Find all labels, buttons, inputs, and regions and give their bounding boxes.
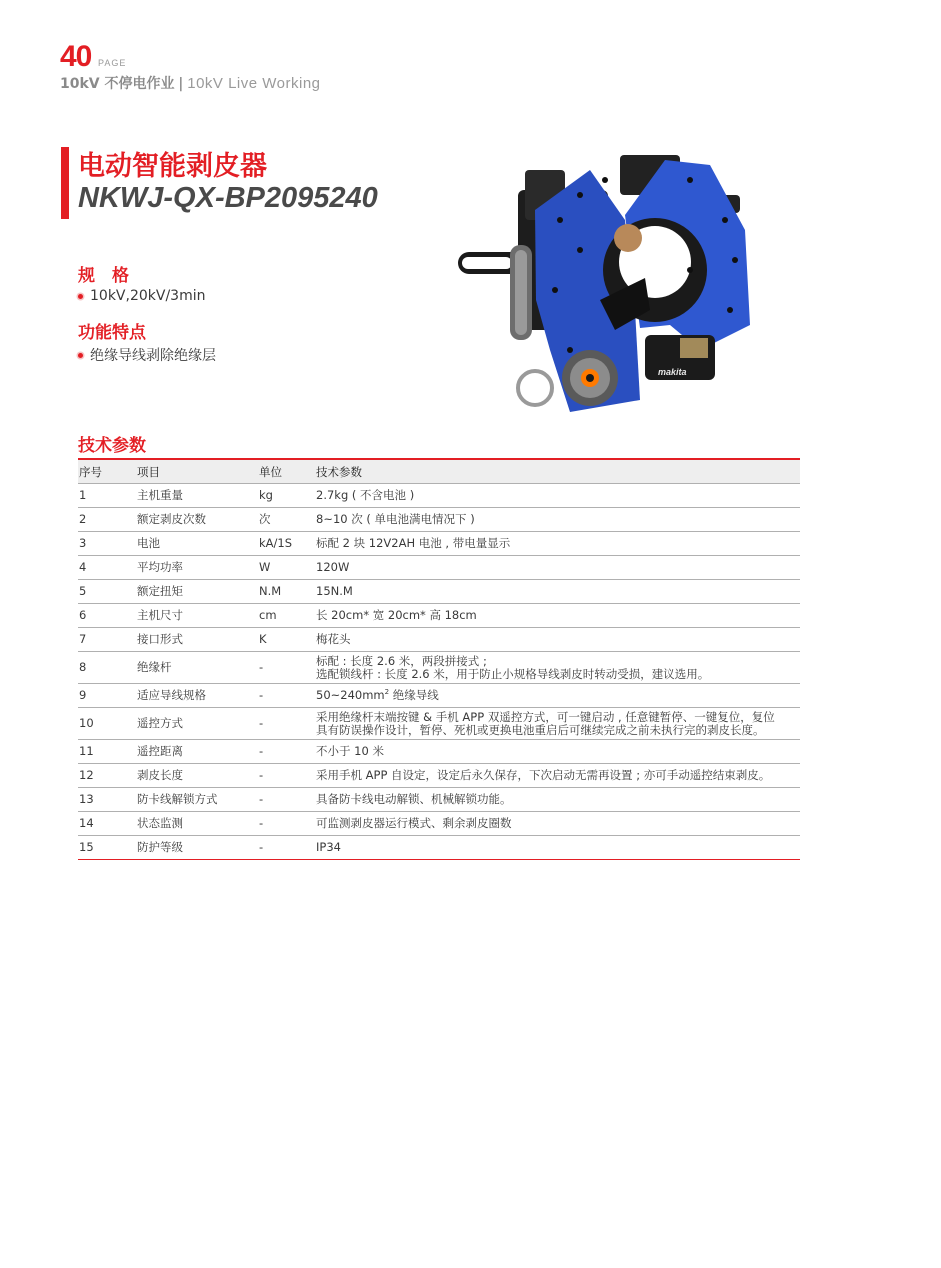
row-unit: - (258, 836, 315, 860)
row-no: 15 (78, 836, 136, 860)
row-unit: - (258, 764, 315, 788)
row-no: 3 (78, 532, 136, 556)
row-unit: kg (258, 484, 315, 508)
row-no: 4 (78, 556, 136, 580)
battery-pack (645, 335, 715, 380)
row-param: 可监测剥皮器运行模式、剩余剥皮圈数 (315, 812, 800, 836)
row-item: 平均功率 (136, 556, 258, 580)
row-item: 遥控距离 (136, 740, 258, 764)
row-unit: - (258, 652, 315, 684)
feature-item (78, 345, 216, 365)
spec-value: 10kV,20kV/3min (90, 288, 206, 304)
spec-heading: 规 格 (78, 266, 129, 286)
row-unit: N.M (258, 580, 315, 604)
tech-params-table (78, 458, 800, 860)
row-item: 额定扭矩 (136, 580, 258, 604)
table-row (78, 708, 800, 740)
row-param-line: 采用绝缘杆末端按键 & 手机 APP 双遥控方式，可一键启动 , 任意键暂停、一键复位，复位 (316, 709, 775, 724)
drive-gear (562, 350, 618, 406)
row-param: 长 20cm* 宽 20cm* 高 18cm (315, 604, 800, 628)
row-item: 防卡线解锁方式 (136, 788, 258, 812)
table-row (78, 836, 800, 860)
row-unit: - (258, 788, 315, 812)
row-item: 遥控方式 (136, 708, 258, 740)
bullet-icon (78, 353, 83, 358)
row-no: 10 (78, 708, 136, 740)
row-param-line: 具有防误操作设计，暂停、死机或更换电池重启后可继续完成之前未执行完的剥皮长度。 (316, 722, 765, 737)
bullet-icon (78, 294, 83, 299)
product-title: 电动智能剥皮器 (78, 151, 267, 182)
row-param-value: 50~240mm (316, 688, 385, 702)
tech-params-heading: 技术参数 (78, 436, 146, 456)
row-no: 13 (78, 788, 136, 812)
row-unit: cm (258, 604, 315, 628)
row-param: 不小于 10 米 (315, 740, 800, 764)
row-param: 梅花头 (315, 628, 800, 652)
row-item: 接口形式 (136, 628, 258, 652)
row-param: 采用手机 APP 自设定，设定后永久保存，下次启动无需再设置 ; 亦可手动遥控结束剥皮。 (315, 764, 800, 788)
row-unit: 次 (258, 508, 315, 532)
row-item: 状态监测 (136, 812, 258, 836)
table-row (78, 532, 800, 556)
table-row (78, 812, 800, 836)
table-row (78, 508, 800, 532)
row-param-line: 选配锁线杆 : 长度 2.6 米，用于防止小规格导线剥皮时转动受损，建议选用。 (316, 666, 710, 681)
column-header-unit: 单位 (259, 464, 282, 479)
table-row (78, 652, 800, 684)
row-no: 6 (78, 604, 136, 628)
section-separator: | (178, 76, 184, 92)
title-accent-bar (61, 147, 69, 219)
row-no: 2 (78, 508, 136, 532)
row-param: 120W (315, 556, 800, 580)
row-item: 主机尺寸 (136, 604, 258, 628)
table-row (78, 580, 800, 604)
row-item: 剥皮长度 (136, 764, 258, 788)
row-param: 15N.M (315, 580, 800, 604)
section-title-en: 10kV Live Working (187, 75, 321, 92)
drive-chain (510, 245, 532, 340)
table-row (78, 788, 800, 812)
row-no: 11 (78, 740, 136, 764)
pull-ring (518, 371, 552, 405)
row-param-superscript: 2 (384, 688, 390, 697)
row-item: 额定剥皮次数 (136, 508, 258, 532)
row-unit: - (258, 708, 315, 740)
table-row (78, 484, 800, 508)
product-photo (440, 150, 820, 420)
row-unit: - (258, 740, 315, 764)
row-param-suffix: 绝缘导线 (389, 688, 439, 702)
table-row (78, 604, 800, 628)
section-title (60, 73, 321, 93)
row-param: 标配 2 块 12V2AH 电池 , 带电量显示 (315, 532, 800, 556)
row-no: 9 (78, 684, 136, 708)
row-param: IP34 (315, 836, 800, 860)
spec-item (78, 288, 205, 304)
column-header-param: 技术参数 (316, 464, 362, 479)
row-item: 适应导线规格 (136, 684, 258, 708)
row-no: 8 (78, 652, 136, 684)
row-no: 7 (78, 628, 136, 652)
row-item: 电池 (136, 532, 258, 556)
row-param: 8~10 次 ( 单电池满电情况下 ) (315, 508, 800, 532)
column-header-no: 序号 (79, 464, 102, 479)
row-unit: - (258, 684, 315, 708)
row-param (315, 652, 800, 684)
page-label: PAGE (98, 58, 127, 68)
row-unit: kA/1S (258, 532, 315, 556)
features-heading: 功能特点 (78, 323, 146, 343)
row-item: 主机重量 (136, 484, 258, 508)
table-row (78, 764, 800, 788)
table-row (78, 740, 800, 764)
table-header-row (78, 459, 800, 484)
battery-logo: makita (658, 367, 687, 377)
page-number: 40 (60, 40, 92, 73)
row-no: 12 (78, 764, 136, 788)
row-item: 防护等级 (136, 836, 258, 860)
table-row (78, 684, 800, 708)
row-param (315, 708, 800, 740)
row-param: 2.7kg ( 不含电池 ) (315, 484, 800, 508)
row-unit: K (258, 628, 315, 652)
row-param: 具备防卡线电动解锁、机械解锁功能。 (315, 788, 800, 812)
column-header-item: 项目 (137, 464, 160, 479)
row-no: 5 (78, 580, 136, 604)
feature-value: 绝缘导线剥除绝缘层 (90, 348, 216, 364)
table-row (78, 556, 800, 580)
row-no: 14 (78, 812, 136, 836)
row-no: 1 (78, 484, 136, 508)
row-unit: W (258, 556, 315, 580)
row-param-line: 标配 : 长度 2.6 米，两段拼接式 ; (316, 653, 487, 668)
section-title-cn: 10kV 不停电作业 (60, 76, 175, 92)
row-item: 绝缘杆 (136, 652, 258, 684)
table-row (78, 628, 800, 652)
row-unit: - (258, 812, 315, 836)
product-model: NKWJ-QX-BP2095240 (78, 182, 378, 214)
row-param (315, 684, 800, 708)
